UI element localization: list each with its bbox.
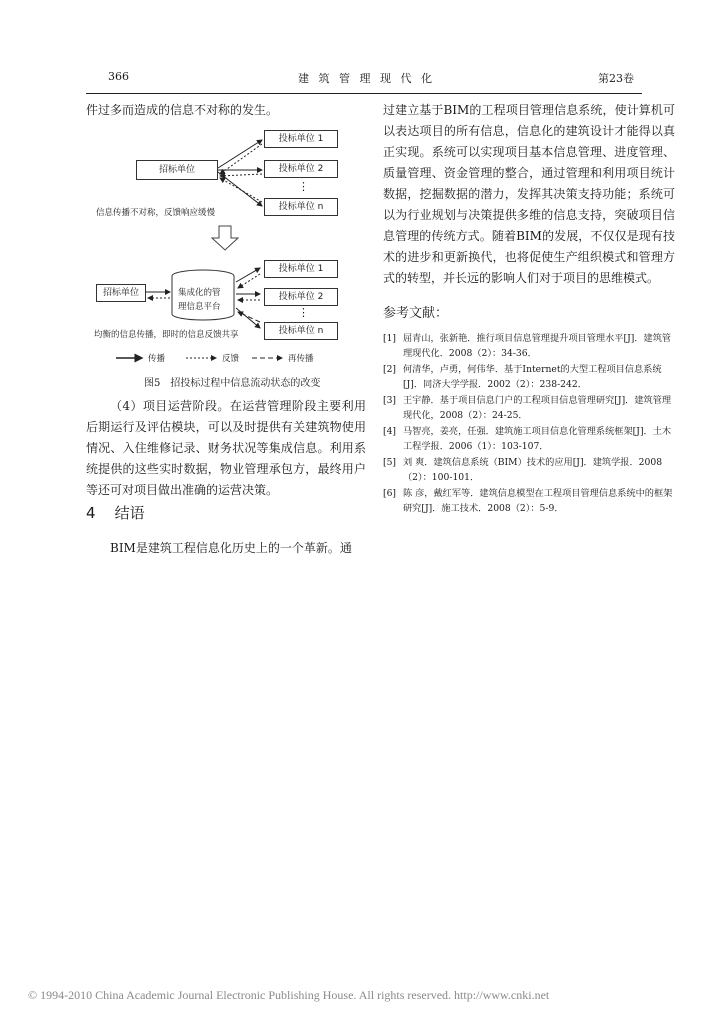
top-bidder-2-box: 投标单位 2 bbox=[264, 160, 338, 178]
reference-text: 王宇静．基于项目信息门户的工程项目信息管理研究[J]．建筑管理现代化，2008（2）：24-25． bbox=[403, 395, 672, 421]
left-column-body bbox=[86, 396, 366, 501]
reference-item bbox=[383, 394, 675, 423]
header-rule bbox=[86, 93, 642, 94]
reference-number: [4] bbox=[383, 426, 397, 437]
reference-item bbox=[383, 425, 675, 454]
reference-number: [5] bbox=[383, 457, 397, 468]
section-heading bbox=[86, 502, 366, 526]
reference-text: 马智亮，姜亮，任强．建筑施工项目信息化管理系统框架[J]．土木工程学报．2006（1）：103-107． bbox=[403, 426, 672, 452]
reference-number: [6] bbox=[383, 488, 397, 499]
top-bidder-n-box: 投标单位 n bbox=[264, 198, 338, 216]
references-title: 参考文献： bbox=[383, 306, 449, 321]
left-column-conclusion bbox=[86, 538, 366, 559]
bottom-bidder-1-box: 投标单位 1 bbox=[264, 260, 338, 278]
journal-title: 建 筑 管 理 现 代 化 bbox=[298, 72, 435, 85]
paragraph-top: 件过多而造成的信息不对称的发生。 bbox=[86, 103, 279, 117]
platform-label-2: 理信息平台 bbox=[178, 302, 221, 312]
paragraph-conclusion-start: BIM是建筑工程信息化历史上的一个革新。通 bbox=[110, 541, 352, 555]
reference-number: [2] bbox=[383, 364, 397, 375]
paragraph-conclusion-cont: 过建立基于BIM的工程项目管理信息系统，使计算机可以表达项目的所有信息，信息化的建筑设计才能得以真正实现。系统可以实现项目基本信息管理、进度管理、质量管理、资金管理的整合，通过管理和利用项目统计数据，挖掘数据的潜力，发挥其决策支持功能；系统可以为行业规划与决策提供多维的信息支持，突破项目信息管理的传统方式。随着BIM的发展，不仅仅是现有技术的进步和更新换代，也将促使生产组织模式和管理方式的转型，并长远的影响人们对于项目的思维模式。 bbox=[383, 103, 675, 285]
reference-list bbox=[383, 332, 675, 518]
bottom-client-box: 招标单位 bbox=[96, 284, 146, 302]
legend-respread: 再传播 bbox=[288, 354, 314, 364]
reference-text: 刘 爽．建筑信息系统（BIM）技术的应用[J]．建筑学报．2008（2）：100-101． bbox=[403, 457, 663, 483]
platform-label-1: 集成化的管 bbox=[178, 288, 221, 298]
section-title: 结语 bbox=[114, 504, 145, 522]
page-number: 366 bbox=[108, 70, 129, 83]
bottom-bidder-2-box: 投标单位 2 bbox=[264, 288, 338, 306]
figure-caption: 图5 招投标过程中信息流动状态的改变 bbox=[144, 378, 321, 389]
reference-item bbox=[383, 487, 675, 516]
figure-5 bbox=[86, 122, 368, 390]
reference-text: 屈青山，张新艳．推行项目信息管理提升项目管理水平[J]．建筑管理现代化．2008（2）：34-36． bbox=[403, 333, 672, 359]
bottom-note: 均衡的信息传播，即时的信息反馈共享 bbox=[94, 330, 239, 340]
reference-item bbox=[383, 456, 675, 485]
reference-number: [3] bbox=[383, 395, 397, 406]
top-dots: ⋮ bbox=[298, 180, 309, 193]
reference-number: [1] bbox=[383, 333, 397, 344]
top-bidder-1-box: 投标单位 1 bbox=[264, 130, 338, 148]
bottom-dots: ⋮ bbox=[298, 306, 309, 319]
paragraph-stage4: （4）项目运营阶段。在运营管理阶段主要利用后期运行及评估模块，可以及时提供有关建筑物使用情况、入住维修记录、财务状况等集成信息。利用系统提供的这些实时数据，物业管理承包方，最终用户等还可对项目做出准确的运营决策。 bbox=[86, 399, 366, 497]
volume-label: 第23卷 bbox=[598, 72, 634, 85]
legend-spread: 传播 bbox=[148, 354, 166, 364]
reference-item bbox=[383, 363, 675, 392]
reference-text: 何清华，卢勇，何伟华．基于Internet的大型工程项目信息系统[J]．同济大学学报．2002（2）：238-242． bbox=[403, 364, 662, 390]
right-column-body bbox=[383, 100, 675, 289]
copyright-footer: © 1994-2010 China Academic Journal Electronic Publishing House. All rights reserved. http://www.cnki.net bbox=[28, 988, 550, 1002]
reference-item bbox=[383, 332, 675, 361]
top-client-box: 招标单位 bbox=[136, 160, 218, 180]
section-number: 4 bbox=[86, 504, 96, 522]
bottom-bidder-n-box: 投标单位 n bbox=[264, 322, 338, 340]
top-note: 信息传播不对称，反馈响应缓慢 bbox=[96, 208, 216, 218]
reference-text: 陈 彦，戴红军等．建筑信息模型在工程项目管理信息系统中的框架研究[J]．施工技术．2008（2）：5-9． bbox=[403, 488, 673, 514]
legend-feedback: 反馈 bbox=[222, 354, 240, 364]
left-column-top bbox=[86, 100, 366, 121]
